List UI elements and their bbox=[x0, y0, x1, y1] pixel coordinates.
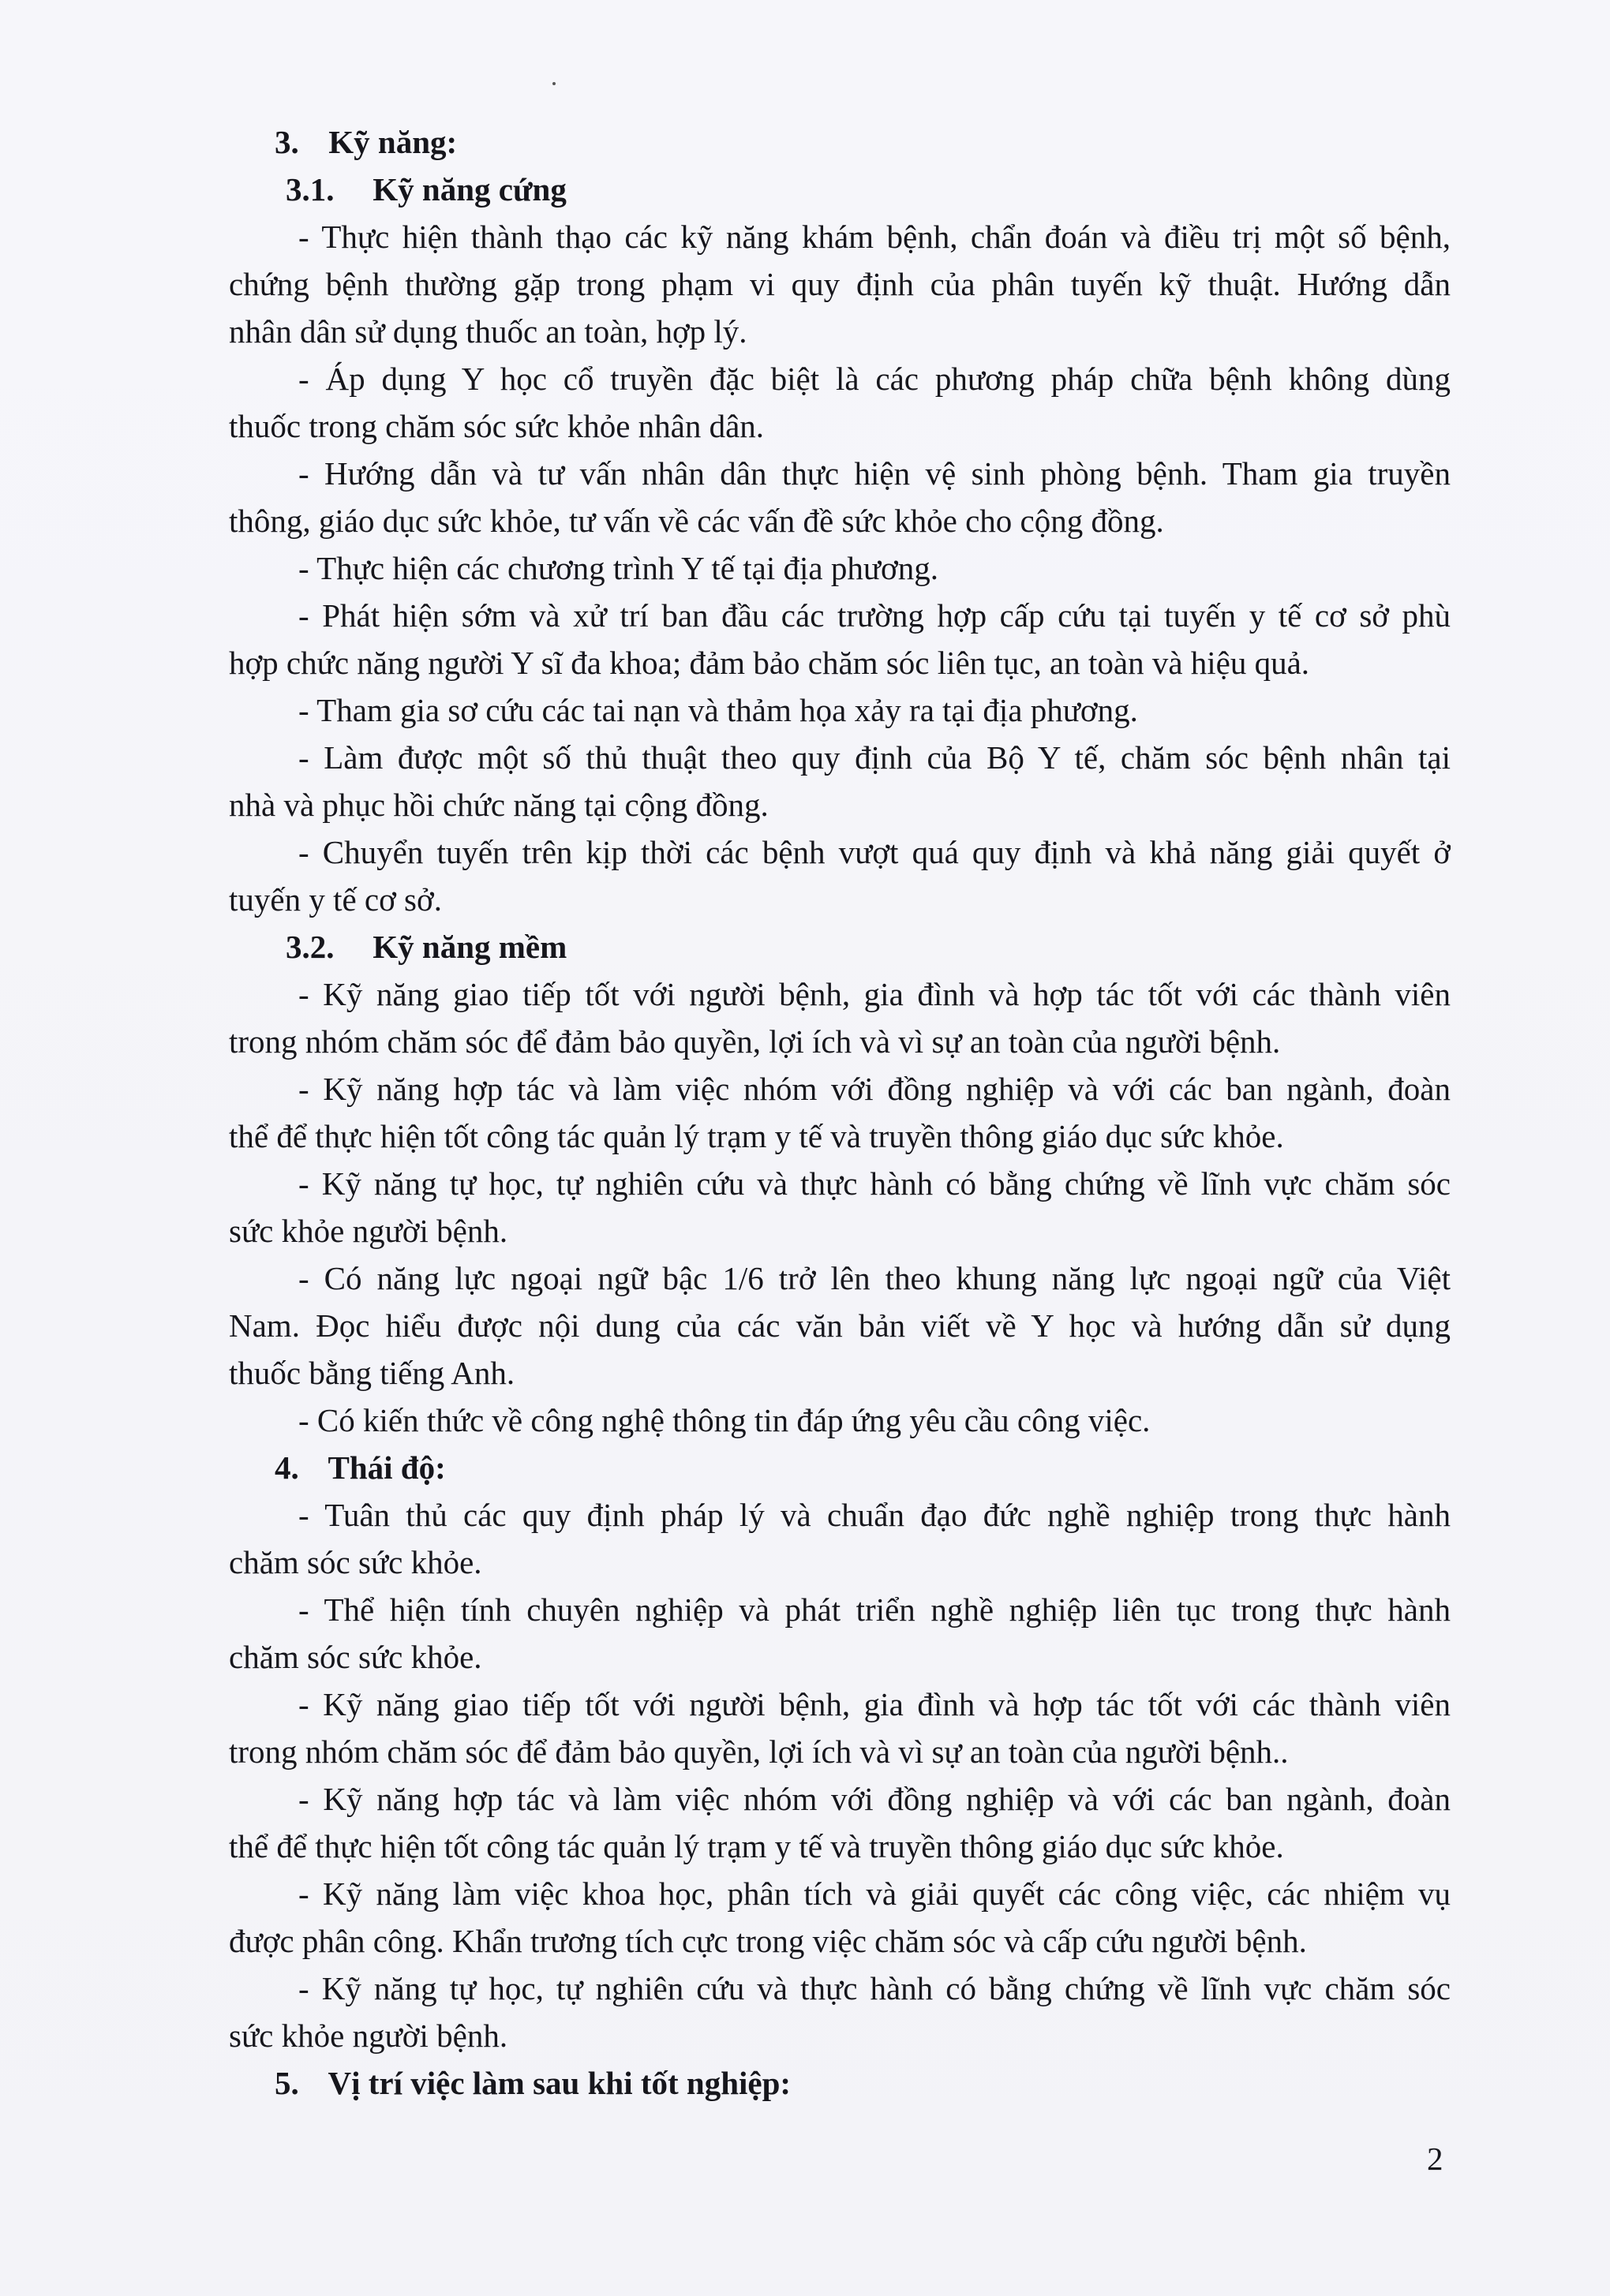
paragraph bbox=[229, 1870, 1451, 1965]
text-line: - Kỹ năng làm việc khoa học, phân tích và giải quyết các công việc, các nhiệm vụ bbox=[298, 1875, 1451, 1912]
text-line: - Thực hiện thành thạo các kỹ năng khám bệnh, chẩn đoán và điều trị một số bệnh, bbox=[298, 219, 1451, 255]
page-number: 2 bbox=[1427, 2141, 1443, 2177]
text-line: - Kỹ năng hợp tác và làm việc nhóm với đồng nghiệp và với các ban ngành, đoàn bbox=[298, 1071, 1451, 1107]
text-line: - Tuân thủ các quy định pháp lý và chuẩn đạo đức nghề nghiệp trong thực hành bbox=[298, 1497, 1451, 1533]
paragraph bbox=[229, 1775, 1451, 1870]
text-line: - Tham gia sơ cứu các tai nạn và thảm họa xảy ra tại địa phương. bbox=[298, 692, 1138, 728]
section-title: Kỹ năng: bbox=[328, 124, 458, 160]
text-line: sức khỏe người bệnh. bbox=[229, 2017, 508, 2054]
text-line: chứng bệnh thường gặp trong phạm vi quy định của phân tuyến kỹ thuật. Hướng dẫn bbox=[229, 266, 1451, 302]
section-title: Thái độ: bbox=[328, 1449, 446, 1486]
text-line: Nam. Đọc hiểu được nội dung của các văn bản viết về Y học và hướng dẫn sử dụng bbox=[229, 1307, 1451, 1344]
text-line: - Áp dụng Y học cổ truyền đặc biệt là các phương pháp chữa bệnh không dùng bbox=[298, 361, 1451, 397]
text-line: chăm sóc sức khỏe. bbox=[229, 1639, 482, 1675]
text-line: nhà và phục hồi chức năng tại cộng đồng. bbox=[229, 787, 769, 823]
subsection-heading-hard-skills bbox=[229, 166, 1451, 213]
section-heading-skills bbox=[229, 118, 1451, 166]
text-line: - Kỹ năng hợp tác và làm việc nhóm với đồng nghiệp và với các ban ngành, đoàn bbox=[298, 1781, 1451, 1817]
text-line: sức khỏe người bệnh. bbox=[229, 1213, 508, 1249]
text-line: - Phát hiện sớm và xử trí ban đầu các trường hợp cấp cứu tại tuyến y tế cơ sở phù bbox=[298, 597, 1451, 634]
paragraph bbox=[229, 355, 1451, 450]
text-line: thông, giáo dục sức khỏe, tư vấn về các vấn đề sức khỏe cho cộng đồng. bbox=[229, 503, 1164, 539]
text-line: thuốc bằng tiếng Anh. bbox=[229, 1355, 515, 1391]
paragraph bbox=[229, 544, 1451, 592]
page-content bbox=[229, 118, 1451, 2107]
paragraph bbox=[229, 1586, 1451, 1681]
section-number: 5. bbox=[275, 2065, 299, 2101]
text-line: - Kỹ năng tự học, tự nghiên cứu và thực hành có bằng chứng về lĩnh vực chăm sóc bbox=[298, 1970, 1451, 2006]
paragraph bbox=[229, 686, 1451, 734]
text-line: - Kỹ năng giao tiếp tốt với người bệnh, gia đình và hợp tác tốt với các thành viên bbox=[298, 1686, 1451, 1722]
section-title: Vị trí việc làm sau khi tốt nghiệp: bbox=[328, 2065, 792, 2101]
text-line: tuyến y tế cơ sở. bbox=[229, 881, 442, 918]
paragraph bbox=[229, 1681, 1451, 1775]
text-line: hợp chức năng người Y sĩ đa khoa; đảm bảo chăm sóc liên tục, an toàn và hiệu quả. bbox=[229, 645, 1310, 681]
scan-speck bbox=[552, 82, 556, 85]
text-line: - Làm được một số thủ thuật theo quy định của Bộ Y tế, chăm sóc bệnh nhân tại bbox=[298, 739, 1451, 776]
text-line: được phân công. Khẩn trương tích cực trong việc chăm sóc và cấp cứu người bệnh. bbox=[229, 1923, 1307, 1959]
text-line: thể để thực hiện tốt công tác quản lý trạm y tế và truyền thông giáo dục sức khỏe. bbox=[229, 1828, 1284, 1864]
subsection-title: Kỹ năng cứng bbox=[373, 171, 567, 208]
text-line: - Kỹ năng tự học, tự nghiên cứu và thực hành có bằng chứng về lĩnh vực chăm sóc bbox=[298, 1165, 1451, 1202]
text-line: - Kỹ năng giao tiếp tốt với người bệnh, gia đình và hợp tác tốt với các thành viên bbox=[298, 976, 1451, 1012]
text-line: - Thực hiện các chương trình Y tế tại địa phương. bbox=[298, 550, 938, 586]
text-line: thuốc trong chăm sóc sức khỏe nhân dân. bbox=[229, 408, 765, 444]
subsection-title: Kỹ năng mềm bbox=[373, 929, 567, 965]
subsection-number: 3.2. bbox=[286, 929, 335, 965]
text-line: - Chuyển tuyến trên kịp thời các bệnh vượt quá quy định và khả năng giải quyết ở bbox=[298, 834, 1451, 870]
paragraph bbox=[229, 1397, 1451, 1444]
paragraph bbox=[229, 1491, 1451, 1586]
section-heading-attitude bbox=[229, 1444, 1451, 1491]
paragraph bbox=[229, 828, 1451, 923]
text-line: trong nhóm chăm sóc để đảm bảo quyền, lợi ích và vì sự an toàn của người bệnh. bbox=[229, 1023, 1281, 1060]
paragraph bbox=[229, 592, 1451, 686]
section-number: 3. bbox=[275, 124, 299, 160]
text-line: nhân dân sử dụng thuốc an toàn, hợp lý. bbox=[229, 313, 747, 350]
text-line: chăm sóc sức khỏe. bbox=[229, 1544, 482, 1580]
subsection-number: 3.1. bbox=[286, 171, 335, 208]
text-line: thể để thực hiện tốt công tác quản lý trạm y tế và truyền thông giáo dục sức khỏe. bbox=[229, 1118, 1284, 1154]
text-line: trong nhóm chăm sóc để đảm bảo quyền, lợi ích và vì sự an toàn của người bệnh.. bbox=[229, 1733, 1289, 1770]
text-line: - Có kiến thức về công nghệ thông tin đáp ứng yêu cầu công việc. bbox=[298, 1402, 1151, 1438]
paragraph bbox=[229, 1065, 1451, 1160]
paragraph bbox=[229, 450, 1451, 544]
paragraph bbox=[229, 1965, 1451, 2059]
text-line: - Thể hiện tính chuyên nghiệp và phát triển nghề nghiệp liên tục trong thực hành bbox=[298, 1591, 1451, 1628]
paragraph bbox=[229, 213, 1451, 355]
paragraph bbox=[229, 1255, 1451, 1397]
section-heading-jobs bbox=[229, 2059, 1451, 2107]
subsection-heading-soft-skills bbox=[229, 923, 1451, 970]
paragraph bbox=[229, 1160, 1451, 1255]
paragraph bbox=[229, 970, 1451, 1065]
text-line: - Hướng dẫn và tư vấn nhân dân thực hiện vệ sinh phòng bệnh. Tham gia truyền bbox=[298, 455, 1451, 492]
text-line: - Có năng lực ngoại ngữ bậc 1/6 trở lên theo khung năng lực ngoại ngữ của Việt bbox=[298, 1260, 1451, 1296]
section-number: 4. bbox=[275, 1449, 299, 1486]
paragraph bbox=[229, 734, 1451, 828]
